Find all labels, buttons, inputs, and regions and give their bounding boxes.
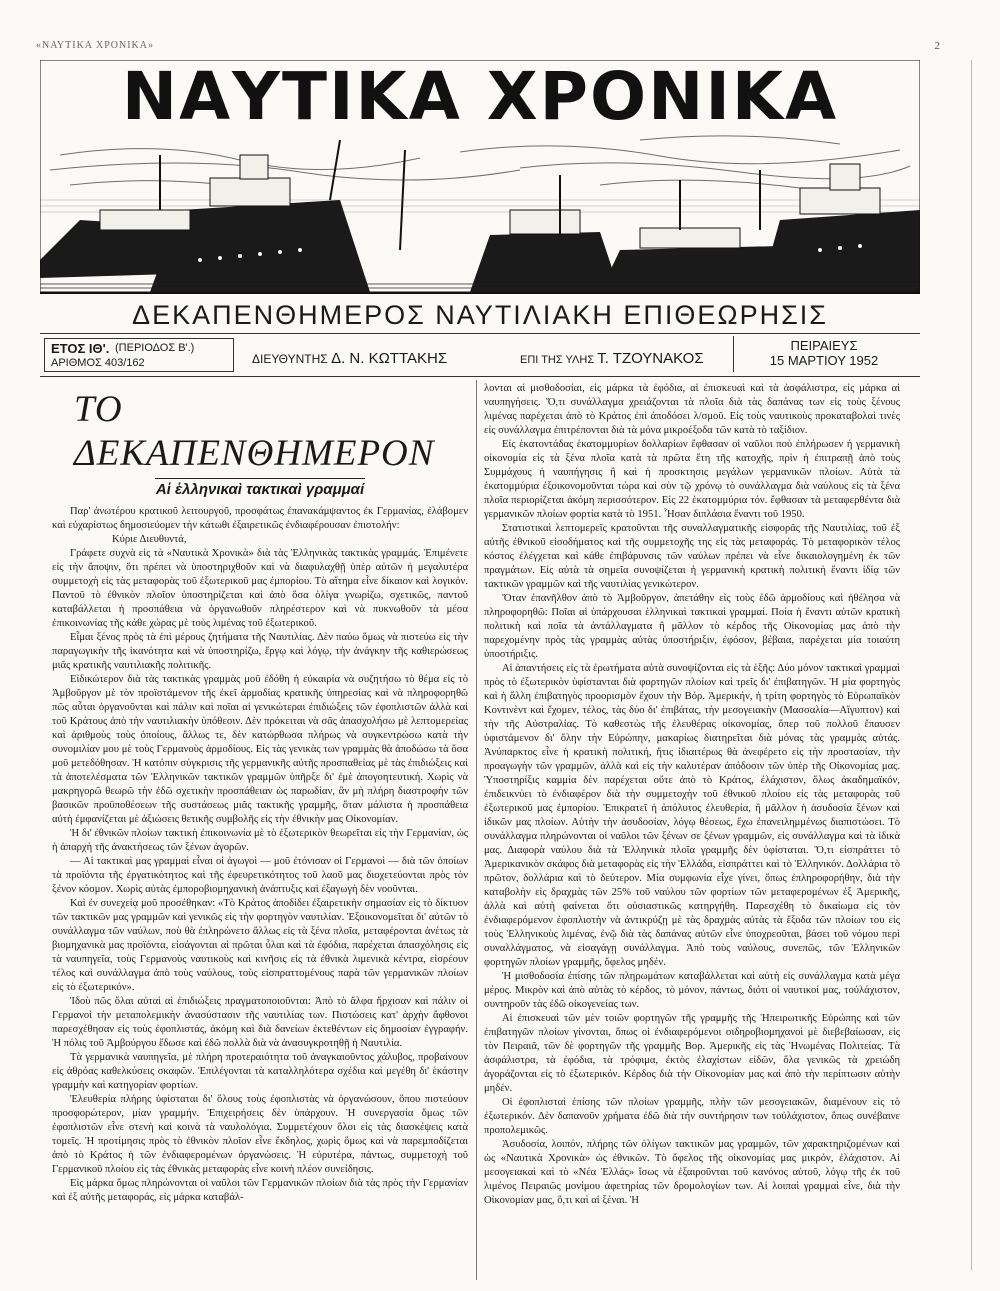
column-divider xyxy=(476,380,477,1280)
period-label: (ΠΕΡΙΟΔΟΣ Β'.) xyxy=(115,342,195,354)
salutation: Κύριε Διευθυντά, xyxy=(112,534,187,545)
paragraph: Τὰ γερμανικὰ ναυπηγεῖα, μὲ πλήρη προτεραιότητα τοῦ ἀναγκαιοῦντος χάλυβος, προβαίνουν εἰς ἀθρόας καθελκύσεις σκαφῶν. Ἐπιλέγονται τὰ καταλληλότερα σχέδια καὶ μεγέθη δι' ἑκάστην γραμμὴν καὶ κατηγορίαν φορτίων. xyxy=(52,1052,468,1091)
paragraph: Γράφετε συχνὰ εἰς τὰ «Ναυτικὰ Χρονικὰ» διὰ τὰς Ἑλληνικὰς τακτικὰς γραμμάς. Ἐπιμένετε εἰς τὴν ἄποψιν, ὅτι πρέπει νὰ ὑποστηριχθοῦν καὶ νὰ διαφυλαχθῇ ὑπὲρ αὐτῶν ἡ μεγαλυτέρα συμμετοχὴ εἰς τὰς μεταφορὰς τοῦ ἐξωτερικοῦ μας ἐμπορίου. Τὸ αἴτημα εἶνε δίκαιον καὶ λογικόν. Παντοῦ τὸ ἐθνικὸν πλοῖον ὑποστηρίζεται καὶ ἀπὸ ὅσα ὀλίγα γνωρίζω, σχετικῶς, παντοῦ καταβάλλεται ἡ προσπάθεια νὰ ὀργανωθοῦν πληρέστερον καὶ νὰ πυκνωθοῦν τὰ μέσα ἐπικοινωνίας τῆς κάθε χώρας μὲ τοὺς λιμένας τοῦ ἐξωτερικοῦ. xyxy=(52,548,468,629)
paragraph: Παρ' ἀνωτέρου κρατικοῦ λειτουργοῦ, προσφάτως ἐπανακάμψαντος ἐκ Γερμανίας, ἐλάβομεν καὶ εὐχαρίστως δημοσιεύομεν τὴν κάτωθι ἐξαιρετικῶς ἐνδιαφέρουσαν ἐπιστολήν: xyxy=(52,506,468,531)
paragraph: Ἰδοὺ πῶς ὅλαι αὐταὶ αἱ ἐπιδιώξεις πραγματοποιοῦνται: Ἀπὸ τὸ ἄλφα ἤρχισαν καὶ πάλιν οἱ Γερμανοὶ τὴν μεταπολεμικὴν ἀνασύστασιν τῆς ναυτιλίας των. Πιστώσεις κατ' ἀρχὴν ἄφθονοι παρεσχέθησαν εἰς τοὺς ἐφοπλιστάς, ἀκόμη καὶ διὰ δανείων ἐκτεθέντων εἰς δημοσίαν ἐγγραφήν. Ἡ πόλις τοῦ Ἀμβούργου ἔδωσε καὶ ἐδῶ πολλὰ διὰ νὰ ἀνασυγκροτηθῇ ἡ Ναυτιλία. xyxy=(52,996,468,1049)
article-column-right xyxy=(484,382,900,1208)
paragraph: Εἶμαι ξένος πρὸς τὰ ἐπὶ μέρους ζητήματα τῆς Ναυτιλίας. Δὲν παύω ὅμως νὰ πιστεύω εἰς τὴν παραγωγικὴν τῆς ἱκανότητα καὶ νὰ ὑποστηρίζω, ἔργῳ καὶ λόγῳ, τὴν ἀνάγκην τῆς καθιερώσεως μιᾶς κρατικῆς ναυτιλιακῆς πολιτικῆς. xyxy=(52,632,468,671)
running-head: «ΝΑΥΤΙΚΑ ΧΡΟΝΙΚΑ» xyxy=(36,40,154,51)
paragraph: Εἰδικώτερον διὰ τὰς τακτικὰς γραμμὰς μοῦ ἐδόθη ἡ εὐκαιρία νὰ συζητήσω τὸ θέμα εἰς τὸ Ἀμβοῦργον μὲ τὸν προϊστάμενον τῆς ἐκεῖ ἁρμοδίας κρατικῆς ὑπηρεσίας καὶ νὰ πληροφορηθῶ πῶς αὗται ὀργανοῦνται καὶ πάλιν καὶ ποῖαι αἱ γενικώτεραι ἐπιδιώξεις τῶν ἐφοπλιστῶν ἀλλὰ καὶ τοῦ Κράτους ἀπὸ τὴν ναυτιλιακὴν ὑπόθεσιν. Δὲν πρόκειται νὰ σᾶς ἀπασχολήσω μὲ λεπτομερείας καὶ ἀριθμοὺς τοὺς ὁποίους, ἄλλως τε, δὲν κατώρθωσα πλήρως νὰ συγκεντρώσω κατὰ τὴν συνομιλίαν μου μὲ τοὺς Γερμανοὺς ἁρμοδίους. Εἰς τὰς γενικὰς των γραμμὰς θὰ ἀποδώσω τὰ ὅσα μοῦ μετεδόθησαν. Ἡ κατόπιν σύγκρισις τῆς γερμανικῆς αὐτῆς προσπαθείας μὲ τὰς ἐπιδιώξεις καὶ τὰ ἀποτελέσματα τῶν Ἑλληνικῶν τακτικῶν γραμμῶν ὑπῆρξε δι' ἐμὲ ἀπογοητευτική. Χωρὶς νὰ μακρηγορῶ θεωρῶ τὴν ἐδῶ σχετικὴν προσπάθειαν ὡς παρωδίαν, ἂν μὴ πλήρη διαστροφὴν τῶν βασικῶν προϋποθέσεων τῆς συστάσεως μιᾶς τακτικῆς γραμμῆς, ὅταν μάλιστα ἡ προσπάθεια αὐτὴ ἐμφανίζεται μὲ ἀξιώσεις θετικῆς συμβολῆς εἰς τὴν ἐθνικὴν μας Οἰκονομίαν. xyxy=(52,674,468,825)
editor-credit xyxy=(520,350,704,367)
place-date-box xyxy=(733,336,914,372)
paragraph: Εἰς ἑκατοντάδας ἑκατομμυρίων δολλαρίων ἔφθασαν οἱ ναῦλοι ποὺ ἐπλήρωσεν ἡ γερμανικὴ οἰκονομία εἰς τὰ ξένα πλοῖα κατὰ τὰ πρῶτα ἔτη τῆς κατοχῆς, πρὶν ἡ ἐπιτραπῇ ἀπὸ τοὺς Συμμάχους ἡ ναυπήγησις ἢ καὶ ἡ προσκτησις μεγάλων γερμανικῶν πλοίων. Αὐτὰ τὰ ἑκατομμύρια ἐξοικονομοῦνται τώρα καὶ σὺν τῷ χρόνῳ τὸ συνάλλαγμα διὰ ναύλους εἰς τὰ ξένα πλοῖα περιορίζεται ἀκόμη περισσότερον. Εἰς 22 ἑκατομμύρια τόν. ἔφθασαν τὰ μεταφερθέντα διὰ γερμανικῶν πλοίων φορτία κατὰ τὸ 1951. Ἦσαν διπλάσια ἔναντι τοῦ 1950. xyxy=(484,439,900,520)
paragraph: Στατιστικαὶ λεπτομερεῖς κρατοῦνται τῆς συναλλαγματικῆς εἰσφορᾶς τῆς Ναυτιλίας, τοῦ ἐξ αὐτῆς ἐθνικοῦ εἰσοδήματος καὶ τῆς συμμετοχῆς της εἰς τὰς μεταφοράς. Τὸ μεταφορικὸν τέλος κόστος ἐλέγχεται καὶ κάθε ἐπιβάρυνσις τῶν ναύλων πρέπει νὰ εἶνε δικαιολογημένη ἐκ τῶν πραγμάτων. Εἰς αὐτὰ τὰ σημεῖα συνοψίζεται ἡ γερμανικὴ κρατικὴ πολιτικὴ ἔναντι ἰδίᾳ τῶν τακτικῶν γραμμῶν καὶ τῆς ναυτιλίας γενικώτερον. xyxy=(484,523,900,590)
paragraph: Ὅταν ἐπανῆλθον ἀπὸ τὸ Ἀμβοῦργον, ἀπετάθην εἰς τοὺς ἐδῶ ἁρμοδίους καὶ ἠθέλησα νὰ πληροφορηθῶ: Ποῖαι αἱ ὑπάρχουσαι ἑλληνικαὶ τακτικαὶ γραμμαί. Ποία ἡ ἔναντι αὐτῶν κρατικὴ πολιτικὴ καὶ ποῖα τὰ ἀντάλλαγματα ἢ μᾶλλον τὸ κέρδος τῆς Οἰκονομίας μας ἀπὸ τὴν παρεχομένην πρὸς τὰς γραμμὰς αὐτὰς ὑποστήριξιν, ἐφόσον, βέβαια, παρέχεται μία τοιαύτη ὑποστήριξις. xyxy=(484,593,900,660)
paragraph: Ἀσυδοσία, λοιπόν, πλήρης τῶν ὀλίγων τακτικῶν μας γραμμῶν, τῶν χαρακτηριζομένων καὶ ὡς «Ναυτικὰ Χρονικὰ» ὡς ἐθνικῶν. Τὸ ὄφελος τῆς οἰκονομίας μας μικρόν, ἐλάχιστον. Αἱ μεσογειακαὶ καὶ τὸ «Νέα Ἑλλάς» ἴσως νὰ ἐξαιροῦνται τοῦ κανόνος αὐτοῦ, λόγῳ τῆς ἐκ τοῦ λιμένος Πειραιῶς μονίμου ἀφετηρίας τῶν δρομολογίων των. Αἱ λοιπαὶ γραμμαὶ εἶνε, διὰ τὴν Οἰκονομίαν μας, ὅ,τι καὶ αἱ ξέναι. Ἡ xyxy=(484,1139,900,1206)
issue-number: ΑΡΙΘΜΟΣ 403/162 xyxy=(51,357,145,369)
director-label: ΔΙΕΥΘΥΝΤΗΣ xyxy=(252,352,328,366)
info-bar xyxy=(40,333,920,377)
paragraph: λονται αἱ μισθοδοσίαι, εἰς μάρκα τὰ ἐφόδια, αἱ ἐπισκευαὶ καὶ τὰ ἀσφάλιστρα, εἰς μάρκα αἱ ναυπηγήσεις. Ὅ,τι συνάλλαγμα χρειάζονται τὰ πλοῖα διὰ τὰς δαπάνας των εἰς τοὺς ξένους λιμένας παρέχεται ἀπὸ τὸ Κράτος ἐπὶ ἀποδόσει λ/σμοῦ. Εἰς τοὺς ναυτικοὺς προκαταβολαὶ τινὲς εἰς συνάλλαγμα ἐπιτρέπονται διὰ τὰ μόνα μικροέξοδα τῶν κατὰ τὸ ταξίδιον. xyxy=(484,383,900,436)
year-label: ΕΤΟΣ ΙΘ'. xyxy=(51,341,110,356)
paragraph: Ἡ δι' ἐθνικῶν πλοίων τακτικὴ ἐπικοινωνία μὲ τὸ ἐξωτερικὸν θεωρεῖται εἰς τὴν Γερμανίαν, ὡς ἡ ἀπαρχὴ τῆς ἀνακτήσεως τῶν ξένων ἀγορῶν. xyxy=(52,828,468,853)
paragraph: Ἡ μισθοδοσία ἐπίσης τῶν πληρωμάτων καταβάλλεται καὶ αὐτὴ εἰς συνάλλαγμα κατὰ μέγα μέρος. Μικρὸν καὶ ἀπὸ αὐτὰς τὸ κέρδος, τὸ μόνον, πάντως, διότι οἱ ναυτικοί μας, τοὐλάχιστον, συντηροῦν τὰς ἐδῶ οἰκογενείας των. xyxy=(484,971,900,1010)
title-rule xyxy=(155,478,365,479)
section-title: ΤΟ ΔΕΚΑΠΕΝΘΗΜΕΡΟΝ xyxy=(74,389,435,474)
paragraph: Καὶ ἐν συνεχείᾳ μοῦ προσέθηκαν: «Τὸ Κράτος ἀποδίδει ἐξαιρετικὴν σημασίαν εἰς τὸ δίκτυον τῶν τακτικῶν μας γραμμῶν καὶ γενικῶς εἰς τὴν φορτηγὸν ναυτιλίαν. Ἐξοικονομεῖται δι' αὐτῶν τὸ συνάλλαγμα τῶν ναύλων, ποὺ θὰ ἐπληρώνετο ἄλλως εἰς τὰ ξένα πλοῖα, μεταφέρονται ἀνέτως τὰ βιομηχανικὰ μας προϊόντα, εἰσάγονται αἱ πρῶται ὗλαι καὶ τὰ ἐφόδια, παρέχεται ἀπασχόλησις εἰς τὰ ναυπηγεῖα, τοὺς Γερμανοὺς ναυτικοὺς καὶ κινῆσις εἰς τὰ ἐθνικὰ λιμενικὰ κέντρα, εἰσρέουν τέλος καὶ συνάλλαγμα ἀπὸ τοὺς ναύλους, τοὺς εἰσπραττομένους παρὰ τῶν γερμανικῶν πλοίων εἰς τὸ ἐξωτερικόν». xyxy=(52,898,468,993)
material-name: Τ. ΤΖΟΥΝΑΚΟΣ xyxy=(597,350,704,367)
issue-info-box xyxy=(44,338,234,372)
masthead xyxy=(40,60,920,294)
article-subhead: Αἱ ἑλληνικαὶ τακτικαὶ γραμμαί xyxy=(155,481,365,498)
page-number: 2 xyxy=(934,40,940,52)
paragraph: Αἱ ἀπαντήσεις εἰς τὰ ἐρωτήματα αὐτὰ συνοψίζονται εἰς τὰ ἑξῆς: Δύο μόνον τακτικαὶ γραμμαὶ πρὸς τὸ ἐξωτερικὸν ὑφίστανται διὰ φορτηγῶν πλοίων καὶ τρεῖς δι' ἐπιβατηγῶν. Ἡ μία φορτηγὸς καὶ ἡ ἄλλη ἐπιβατηγὸς προορισμὸν ἔχουν τὴν Βόρ. Ἀμερικήν, ἡ τρίτη φορτηγὸς τὸ Εὐρωπαϊκὸν Κοντινὲντ καὶ ἔχομεν, τέλος, τὰς δύο δι' ἐπιβάτας, τὴν μεσογειακὴν (Μασσαλία—Αἴγυπτον) καὶ τὴν τῆς Αὐστραλίας. Τὸ καθεστὼς τῆς ἐλευθέρας οἰκονομίας, ὅπερ τοῦ πολλοῦ ἔπαυσεν ὑφιστάμενον δι' ὅλην τὴν Εὐρώπην, μακαρίως διατηρεῖται διὰ μόνας τὰς γραμμὰς αὐτάς. Ἀνύπαρκτος εἶνε ἡ κρατικὴ πολιτική, ἥτις ἰδιαιτέρως θὰ ἀνεφέρετο εἰς τὴν προστασίαν, τὴν προαγωγὴν τῶν γραμμῶν, ἀλλὰ καὶ εἰς τὴν καλυτέραν ἀπόδοσιν τῶν ὑπὲρ τῆς Οἰκονομίας μας. Ὑποστηρίξις καμμία δὲν παρέχεται οὔτε ἀπὸ τὸ Κράτος, ἐλάχιστον, ὅλως ἀκαδημαϊκόν, ἐπιδεικνύει τὸ ἐνδιαφέρον διὰ τὴν συμμετοχὴν τοῦ ἐθνικοῦ πλοίου εἰς τὰς μεταφορὰς τοῦ ἐξωτερικοῦ μας ἐμπορίου. Ἐπικρατεῖ ἡ ἀπόλυτος ἐλευθερία, ἢ μᾶλλον ἡ ἀσυδοσία ξένων καὶ ἰδικῶν μας πλοίων. Αὐτὴν τὴν ἀσυδοσίαν, λόγῳ θέσεως, ἔχω ἐπανειλημμένως διαπιστώσει. Τὸ συνάλλαγμα πληρώνονται οἱ ναῦλοι τῶν ξένων σε ξένων γραμμῶν, εἰς συνάλλαγμα καὶ τὰ ἰδικὰ μας. Διαφορὰ ναύλου διὰ τὰ Ἑλληνικὰ πλοῖα γραμμῆς δὲν ὑφίσταται. Ὅ,τι εἰσπράττει τὸ Ἀμερικανικὸν σκάφος διὰ μεταφορὰς εἰς τὴν Ἑλλάδα, εἰσπράττει καὶ τὸ Ἑλληνικόν. Δολλάρια τὸ πρῶτον, δολλάρια καὶ τὸ δεύτερον. Μία συμφωνία εἶχε γίνει, ὅπως ἐπληροφορήθην, διὰ τὴν καταβολὴν εἰς δραχμὰς τῶν 25% τοῦ ναύλου τῶν φορτίων τῶν μεταφερομένων ἐξ Ἀμερικῆς, ἀλλὰ καὶ αὐτὴ φαίνεται ὅτι οὐσιαστικῶς κατηργήθη. Παρεσχέθη τὸ δικαίωμα εἰς τὸν ἐνδιαφερόμενον ἐφοπλιστὴν νὰ ἀντικρύζῃ μὲ τὰς δραχμὰς αὐτὰς τὰ ἔξοδα τῶν πλοίων του εἰς τοὺς Ἑλληνικοὺς λιμένας, ἐνῷ διὰ τὰς δαπάνας αὐτῶν εἶνε ὑποχρεοῦται, βάσει τοῦ νόμου περὶ συναλλάγματος, νὰ εἰσαγάγῃ συνάλλαγμα. Ἀπὸ τοὺς ναύλους, συνεπῶς, τῶν Ἑλληνικῶν φορτηγῶν πλοίων γραμμῆς, ὄφελος μηδέν. xyxy=(484,663,900,968)
paragraph: Ἐλευθερία πλήρης ὑφίσταται δι' ὅλους τοὺς ἐφοπλιστὰς νὰ ὀργανώσουν, ὅπου πιστεύουν προσφορώτερον, μίαν γραμμήν. Ἐπιχειρήσεις δὲν ὑπάρχουν. Ἡ συνεργασία ὅμως τῶν ἐφοπλιστῶν εἶνε στενὴ καὶ κοινὰ τὰ ναυλολόγια. Συμμετέχουν ὅλοι εἰς τὰς διασκέψεις κατὰ τομεῖς. Ἡ προτίμησις πρὸς τὸ ἐθνικὸν πλοῖον εἶνε ἔκδηλος, χωρὶς ὅμως καὶ νὰ παρεμποδίζεται ἀπὸ τὸ Κράτος ἡ τῶν ἐνδιαφερομένων ὀργανώσεις. Ἡ εὐρυτέρα, πάντως, συμμετοχὴ τοῦ Γερμανικοῦ πλοίου εἰς τὰς ἐθνικὰς μεταφορὰς εἶνε κοινὴ πλέον συνείδησις. xyxy=(52,1094,468,1175)
paragraph: Εἰς μάρκα ὅμως πληρώνονται οἱ ναῦλοι τῶν Γερμανικῶν πλοίων διὰ τὰς πρὸς τὴν Γερμανίαν καὶ ἐξ αὐτῆς μεταφοράς, εἰς μάρκα καταβάλ- xyxy=(52,1178,468,1203)
masthead-title: ΝΑΥΤΙΚΑ ΧΡΟΝΙΚΑ xyxy=(121,60,839,135)
material-label: ΕΠΙ ΤΗΣ ΥΛΗΣ xyxy=(520,354,595,366)
director-credit xyxy=(252,350,447,367)
director-name: Δ. Ν. ΚΩΤΤΑΚΗΣ xyxy=(331,350,448,367)
article-column-left xyxy=(52,384,468,1205)
issue-date: 15 ΜΑΡΤΙΟΥ 1952 xyxy=(769,353,879,368)
paragraph: Οἱ ἐφοπλισταὶ ἐπίσης τῶν πλοίων γραμμῆς, πλὴν τῶν μεσογειακῶν, διαμένουν εἰς τὸ ἐξωτερικόν. Δὲν δαπανοῦν χρήματα ἐδῶ διὰ τὴν συντήρησιν των τοὐλάχιστον, ὅπως συνέβαινε προπολεμικῶς. xyxy=(484,1097,900,1136)
margin-rule xyxy=(971,60,972,1270)
paragraph: — Αἱ τακτικαὶ μας γραμμαὶ εἶναι οἱ ἀγωγοὶ — μοῦ ἐτόνισαν οἱ Γερμανοὶ — διὰ τῶν ὁποίων τὰ προϊόντα τῆς ἐργατικότητος καὶ τῆς ἐφευρετικότητος τοῦ λαοῦ μας διοχετεύονται πρὸς τὸν ξένον κόσμον. Χωρὶς αὐτὰς ἐμποροβιομηχανικὴ ἀνάπτυξις καὶ ἐξαγωγὴ δὲν νοοῦνται. xyxy=(52,856,468,895)
paragraph: Αἱ ἐπισκευαὶ τῶν μὲν τοιῶν φορτηγῶν τῆς γραμμῆς τῆς Ἠπειρωτικῆς Εὐρώπης καὶ τῶν ἐπιβατηγῶν πλοίων γίνονται, ὅπως οἱ ἐνδιαφερόμενοι σιδηροβιομηχανοὶ μὲ διεβεβαίωσαν, εἰς τὸν Πειραιᾶ, τῶν δὲ φορτηγῶν τῆς γραμμῆς Βορ. Ἀμερικῆς εἰς τὰς Ἡνωμένας Πολιτείας. Τὰ ἀσφάλιστρα, τὰ ἐφόδια, τὰ τρόφιμα, ἐκτὸς ἐλαχίστων εἰδῶν, ὅλα γενικῶς τὰ χρειώδη ἀγοράζονται εἰς τὸ ἐξωτερικόν. Κέρδος διὰ τὴν Οἰκονομίαν μας καὶ ἀπὸ τὴν περίπτωσιν αὐτὴν μηδέν. xyxy=(484,1013,900,1094)
masthead-subtitle: ΔΕΚΑΠΕΝΘΗΜΕΡΟΣ ΝΑΥΤΙΛΙΑΚΗ ΕΠΙΘΕΩΡΗΣΙΣ xyxy=(132,300,828,330)
place: ΠΕΙΡΑΙΕΥΣ xyxy=(790,338,858,353)
